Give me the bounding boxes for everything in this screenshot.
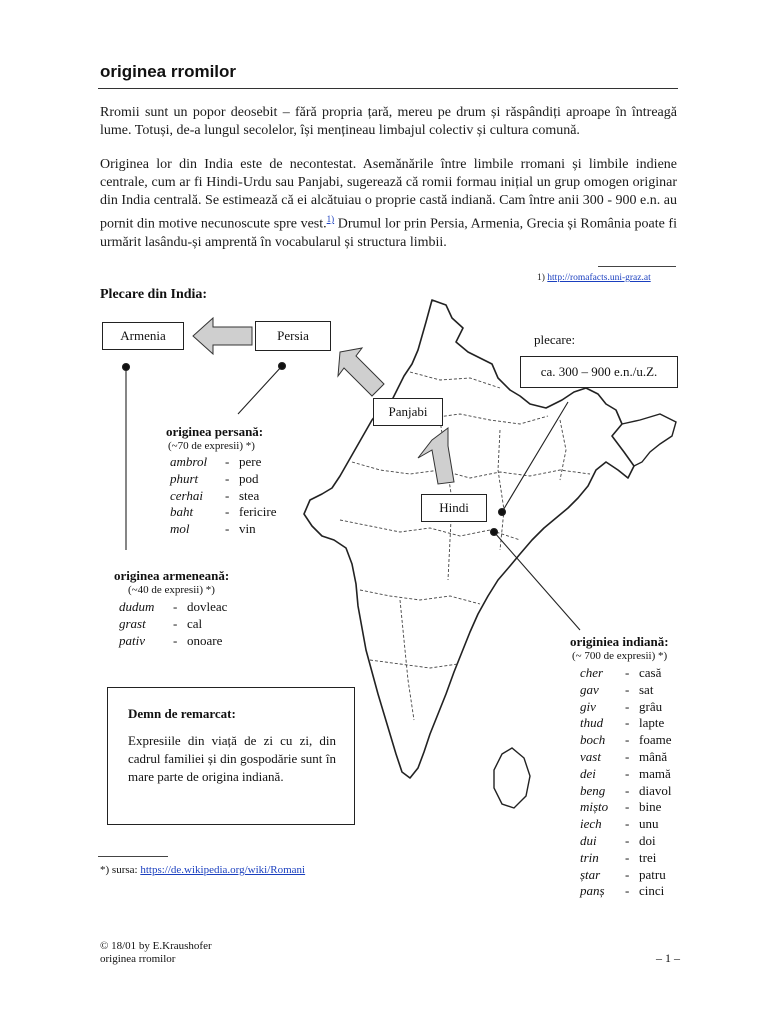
date-box: ca. 300 – 900 e.n./u.Z. [520, 356, 678, 388]
armenian-word-row [119, 599, 229, 616]
armenia-connector-dot [123, 364, 130, 371]
indian-meaning: diavol [639, 782, 672, 798]
note-box [107, 687, 355, 825]
indian-word-row [580, 850, 672, 867]
indian-word-row [580, 867, 672, 884]
indian-meaning: casă [639, 665, 662, 680]
indian-word-row [580, 665, 672, 682]
persian-word-row [170, 504, 277, 521]
persian-word: cerhai [170, 487, 203, 503]
indian-dash: - [625, 782, 630, 798]
indian-dash: - [625, 799, 630, 815]
indian-word: dei [580, 765, 596, 781]
armenian-section [114, 568, 229, 649]
indian-dash: - [625, 732, 630, 748]
indian-dash: - [625, 866, 630, 882]
indian-word: boch [580, 732, 606, 748]
indian-word: thud [580, 715, 604, 731]
indian-word-row [580, 699, 672, 716]
indian-dash: - [625, 715, 630, 731]
armenian-title: originea armeneană: [114, 568, 230, 583]
indian-word: gav [580, 681, 599, 697]
persian-meaning: vin [239, 521, 256, 537]
indian-dash: - [625, 748, 630, 764]
armenian-dash: - [173, 632, 178, 648]
persian-dash: - [225, 454, 230, 469]
indian-word: dui [580, 832, 597, 848]
section-heading: Plecare din India: [100, 287, 208, 302]
indian-meaning: bine [639, 799, 662, 815]
armenian-word-row [119, 616, 229, 633]
page-number: – 1 – [656, 951, 680, 965]
footnote-ref-link[interactable]: 1) [326, 214, 335, 224]
persian-word: mol [170, 521, 190, 537]
persia-connector-dot [279, 363, 286, 370]
indian-meaning: sat [639, 681, 654, 697]
indian-word-row [580, 682, 672, 699]
panjabi-box: Panjabi [373, 398, 443, 426]
armenian-word-row [119, 633, 229, 650]
indian-meaning: grâu [639, 698, 663, 714]
persian-title: originea persană: [166, 424, 264, 439]
arrow-panjabi-to-persia [338, 348, 384, 396]
indian-section [570, 634, 672, 900]
note-text: Expresiile din viață de zi cu zi, din cadrul familiei și din gospodărie sunt în mare parte de origina indiană. [128, 733, 336, 784]
indian-word: vast [580, 748, 601, 764]
source-link[interactable]: https://de.wikipedia.org/wiki/Romani [140, 864, 306, 876]
indian-dash: - [625, 765, 630, 781]
armenian-dash: - [173, 599, 178, 614]
indian-word-row [580, 766, 672, 783]
indian-word: panș [580, 883, 605, 899]
indian-word-row [580, 749, 672, 766]
indian-dash: - [625, 883, 630, 899]
indian-word: mișto [580, 799, 609, 815]
indian-meaning: doi [639, 832, 656, 848]
indian-word: giv [580, 698, 596, 714]
departure-label: plecare: [534, 332, 576, 347]
persian-dash: - [225, 504, 230, 520]
armenian-word: dudum [119, 599, 155, 614]
indian-word: cher [580, 665, 604, 680]
persian-word-row [170, 454, 277, 471]
intro-paragraph-2-end: Drumul lor prin Persia, Armenia, Grecia și România poate fi urmărit lasându-și amprentă în vocabularul și structura limbii. [100, 216, 677, 250]
persian-meaning: fericire [239, 504, 277, 520]
page-title: originea rromilor [100, 62, 237, 81]
indian-dash: - [625, 816, 630, 832]
indian-word: iech [580, 816, 602, 832]
persian-meaning: stea [239, 487, 260, 503]
armenian-dash: - [173, 615, 178, 631]
intro-paragraph-2-text: Originea lor din India este de necontestat. Asemănările între limbile rromani și limbile indiene centrale, cum ar fi Hindi-Urdu sau Panjabi, sugerează că romii formau inițial un grup omogen originar din India centrală. Se estimează că ei alcătuiau o proprie castă indiană. Cam între anii 300 - 900 e.n. au pornit din motive necunoscute spre vest. [100, 157, 677, 232]
footnote-link[interactable]: http://romafacts.uni-graz.at [547, 273, 651, 283]
indian-dash: - [625, 665, 630, 680]
persian-dash: - [225, 521, 230, 537]
armenian-meaning: dovleac [187, 599, 228, 614]
indian-meaning: lapte [639, 715, 665, 731]
northeast-region-outline [622, 414, 676, 466]
armenian-word-list [119, 599, 229, 649]
indian-word-row [580, 799, 672, 816]
footer [100, 940, 212, 966]
indian-dash: - [625, 832, 630, 848]
indian-word-list [580, 665, 672, 900]
persian-word-row [170, 471, 277, 488]
persian-word: phurt [170, 470, 199, 486]
indian-word-row [580, 783, 672, 800]
indian-dash: - [625, 681, 630, 697]
persian-section [166, 424, 277, 538]
indian-meaning: trei [639, 849, 657, 865]
source-label: *) sursa: [100, 864, 141, 876]
indian-meaning: cinci [639, 883, 665, 899]
persian-dash: - [225, 470, 230, 486]
hindi-connector-dot [491, 529, 498, 536]
hindi-box: Hindi [421, 494, 487, 522]
indian-word: trin [580, 849, 599, 865]
persian-meaning: pod [239, 470, 259, 486]
hindi-connector-line [494, 532, 580, 630]
indian-word-row [580, 883, 672, 900]
indian-word: beng [580, 782, 606, 798]
persia-connector-line [238, 366, 282, 414]
indian-word-row [580, 715, 672, 732]
persian-word: ambrol [170, 454, 208, 469]
indian-meaning: patru [639, 866, 666, 882]
indian-word-row [580, 816, 672, 833]
persian-subtitle: (~70 de expresii) *) [168, 440, 255, 452]
note-title: Demn de remarcat: [128, 706, 236, 721]
indian-word-row [580, 833, 672, 850]
arrow-persia-to-armenia [193, 318, 252, 354]
persian-meaning: pere [239, 454, 262, 469]
persian-word-list [170, 454, 277, 538]
source-divider [98, 856, 168, 857]
indian-title: originiea indiană: [570, 634, 669, 649]
indian-meaning: unu [639, 816, 659, 832]
indian-subtitle: (~ 700 de expresii) *) [572, 650, 668, 662]
indian-dash: - [625, 698, 630, 714]
armenian-word: grast [119, 615, 146, 631]
intro-paragraph-1: Rromii sunt un popor deosebit – fără propria țară, mereu pe drum și răspândiți aproape în întreagă lume. Totuși, de-a lungul secolelor, își mențineau limbajul colectiv și cultura comună. [100, 105, 677, 138]
persian-word-row [170, 488, 277, 505]
indian-word-row [580, 732, 672, 749]
indian-word: ștar [580, 866, 601, 882]
persian-word: baht [170, 504, 194, 520]
footer-copyright: © 18/01 by E.Kraushofer [100, 940, 212, 952]
armenian-word: pativ [119, 632, 145, 648]
armenia-box: Armenia [102, 322, 184, 350]
indian-meaning: mână [639, 748, 668, 764]
indian-meaning: foame [639, 732, 672, 748]
persian-word-row [170, 521, 277, 538]
armenian-meaning: onoare [187, 632, 223, 648]
footer-doc-title: originea rromilor [100, 953, 176, 965]
persia-box: Persia [255, 321, 331, 351]
date-connector-dot [499, 509, 506, 516]
indian-dash: - [625, 849, 630, 865]
source-line [100, 864, 305, 876]
indian-meaning: mamă [639, 765, 671, 781]
sri-lanka-outline [494, 748, 530, 808]
armenian-subtitle: (~40 de expresii) *) [128, 584, 215, 596]
footnote-number: 1) [537, 273, 545, 283]
persian-dash: - [225, 487, 230, 503]
armenian-meaning: cal [187, 615, 203, 631]
